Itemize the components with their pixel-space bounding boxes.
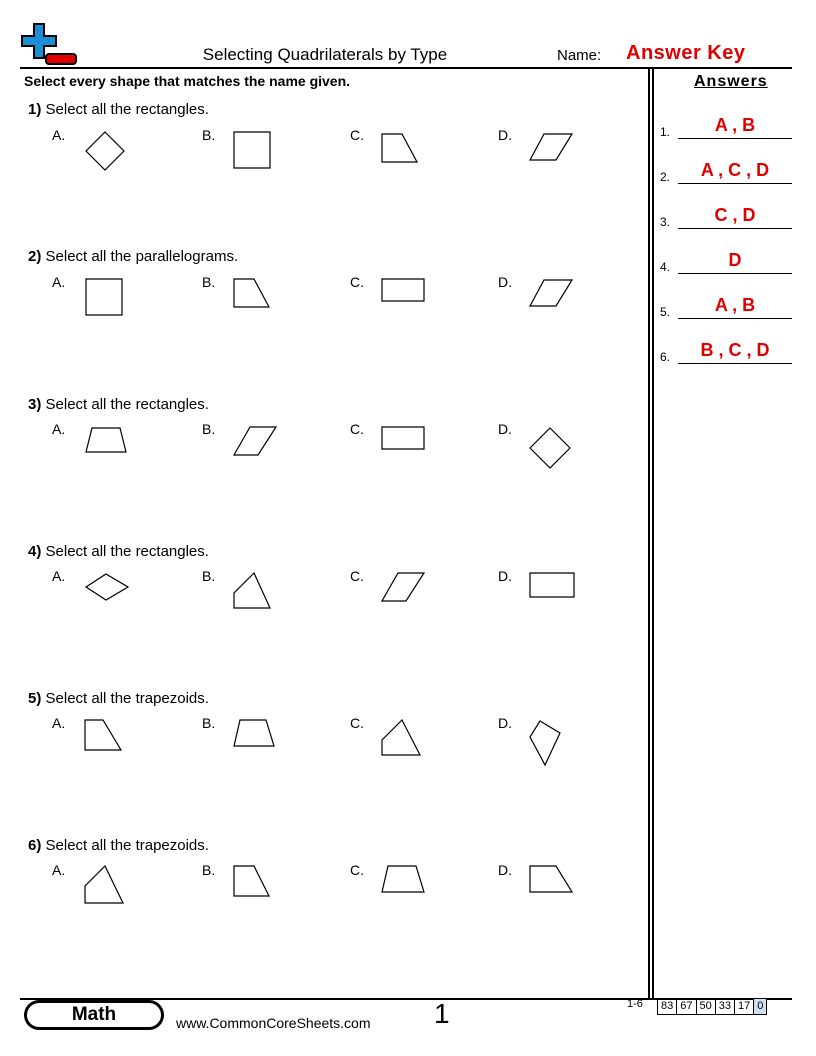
option-label: B. — [202, 421, 216, 437]
answer-number: 3. — [660, 215, 671, 229]
option-label: C. — [350, 274, 364, 290]
option-label: B. — [202, 274, 216, 290]
option-label: D. — [498, 274, 512, 290]
answer-line — [678, 228, 792, 229]
kite-shape[interactable] — [528, 719, 564, 767]
score-cell: 17 — [735, 998, 754, 1015]
right-trapezoid-shape[interactable] — [232, 277, 272, 309]
option-label: D. — [498, 421, 512, 437]
question-3-prompt — [28, 396, 209, 413]
parallelogram-shape[interactable] — [380, 571, 426, 603]
answer-line — [678, 183, 792, 184]
question-number: 6) — [28, 837, 42, 854]
option-label: B. — [202, 568, 216, 584]
question-text: Select all the parallelograms. — [45, 248, 239, 265]
option-label: C. — [350, 568, 364, 584]
rectangle-shape[interactable] — [380, 277, 426, 303]
question-text: Select all the trapezoids. — [45, 690, 209, 707]
answer-number: 4. — [660, 260, 671, 274]
irregular-quadrilateral-shape[interactable] — [380, 718, 422, 758]
option-label: A. — [52, 715, 66, 731]
question-text: Select all the trapezoids. — [45, 837, 209, 854]
question-number: 1) — [28, 101, 42, 118]
answer-value: B , C , D — [700, 340, 770, 360]
answer-number: 6. — [660, 350, 671, 364]
answer-line — [678, 138, 792, 139]
option-label: C. — [350, 421, 364, 437]
option-label: B. — [202, 715, 216, 731]
option-label: A. — [52, 274, 66, 290]
option-label: D. — [498, 862, 512, 878]
option-label: D. — [498, 127, 512, 143]
score-cell: 0 — [754, 998, 767, 1015]
column-divider — [652, 68, 654, 998]
option-label: A. — [52, 421, 66, 437]
website-link[interactable]: www.CommonCoreSheets.com — [176, 1015, 371, 1031]
instructions: Select every shape that matches the name given. — [24, 73, 351, 89]
column-divider — [648, 68, 650, 998]
answer-line — [678, 273, 792, 274]
square-shape[interactable] — [84, 277, 124, 317]
answer-value: A , B — [714, 115, 756, 135]
answer-value: A , C , D — [700, 160, 770, 180]
rotated-square-shape[interactable] — [84, 130, 126, 172]
right-trapezoid-shape[interactable] — [380, 132, 420, 164]
question-text: Select all the rectangles. — [45, 396, 209, 413]
trapezoid-shape[interactable] — [84, 426, 128, 454]
subject-label: Math — [27, 1003, 161, 1027]
trapezoid-shape[interactable] — [232, 718, 276, 748]
square-shape[interactable] — [232, 130, 272, 170]
option-label: D. — [498, 715, 512, 731]
question-text: Select all the rectangles. — [45, 101, 209, 118]
question-number: 4) — [28, 543, 42, 560]
trapezoid-shape[interactable] — [380, 864, 426, 894]
answer-line — [678, 318, 792, 319]
page-number: 1 — [434, 998, 450, 1029]
worksheet-title: Selecting Quadrilaterals by Type — [202, 45, 448, 64]
question-text: Select all the rectangles. — [45, 543, 209, 560]
question-5-prompt — [28, 690, 209, 707]
score-cell: 67 — [677, 998, 696, 1015]
answers-heading: Answers — [694, 73, 768, 90]
plus-minus-logo-icon — [20, 22, 80, 68]
answer-line — [678, 363, 792, 364]
parallelogram-shape[interactable] — [232, 425, 278, 457]
header-divider — [20, 67, 792, 69]
score-table — [657, 998, 767, 1015]
answer-number: 2. — [660, 170, 671, 184]
question-6-prompt — [28, 837, 209, 854]
name-label: Name: — [557, 47, 602, 64]
answer-value: D — [728, 250, 742, 270]
answer-key-label: Answer Key — [626, 42, 746, 64]
answer-value: A , B — [714, 295, 756, 315]
rhombus-shape[interactable] — [84, 572, 130, 602]
answer-number: 5. — [660, 305, 671, 319]
score-cell: 50 — [697, 998, 716, 1015]
parallelogram-shape[interactable] — [528, 278, 574, 308]
option-label: D. — [498, 568, 512, 584]
option-label: A. — [52, 862, 66, 878]
question-1-prompt — [28, 101, 209, 118]
parallelogram-shape[interactable] — [528, 132, 574, 162]
question-number: 3) — [28, 396, 42, 413]
score-cell: 83 — [658, 998, 677, 1015]
question-4-prompt — [28, 543, 209, 560]
rotated-square-shape[interactable] — [528, 426, 572, 470]
score-range: 1-6 — [627, 998, 643, 1010]
option-label: C. — [350, 862, 364, 878]
question-number: 5) — [28, 690, 42, 707]
rectangle-shape[interactable] — [380, 425, 426, 451]
option-label: C. — [350, 127, 364, 143]
question-number: 2) — [28, 248, 42, 265]
score-cell: 33 — [716, 998, 735, 1015]
irregular-quadrilateral-shape[interactable] — [83, 864, 125, 906]
option-label: A. — [52, 568, 66, 584]
answer-number: 1. — [660, 125, 671, 139]
question-2-prompt — [28, 248, 238, 265]
right-trapezoid-shape[interactable] — [83, 718, 123, 752]
right-trapezoid-shape[interactable] — [528, 864, 574, 894]
answer-value: C , D — [714, 205, 756, 225]
right-trapezoid-shape[interactable] — [232, 864, 272, 898]
irregular-quadrilateral-shape[interactable] — [232, 571, 272, 611]
option-label: B. — [202, 127, 216, 143]
option-label: A. — [52, 127, 66, 143]
rectangle-shape[interactable] — [528, 571, 576, 599]
option-label: C. — [350, 715, 364, 731]
option-label: B. — [202, 862, 216, 878]
